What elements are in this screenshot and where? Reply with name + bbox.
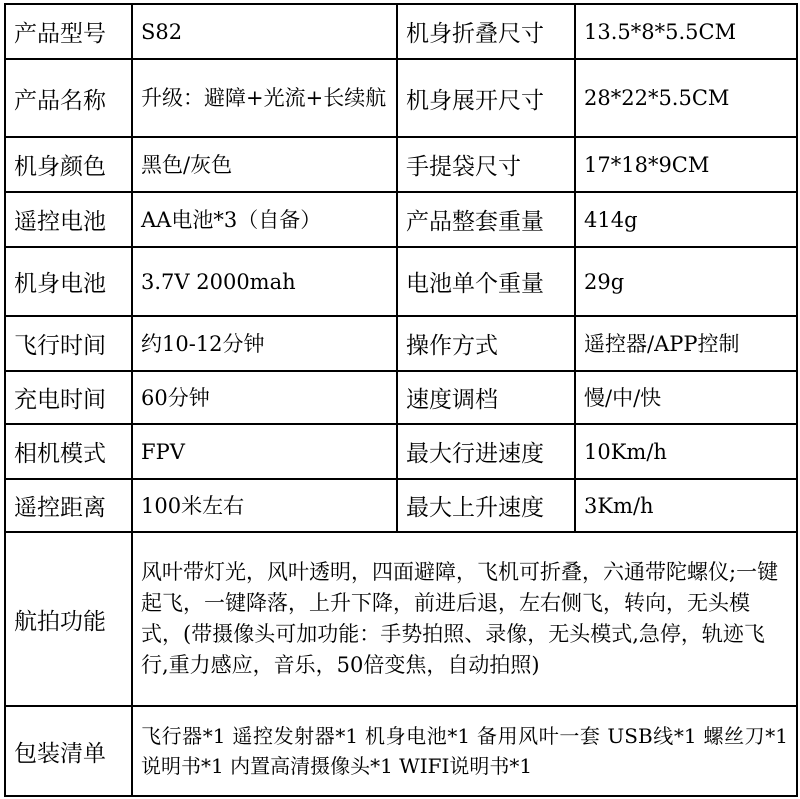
spec-row — [5, 137, 797, 192]
spec-label: 遥控电池 — [5, 192, 132, 247]
spec-label: 机身展开尺寸 — [397, 59, 575, 137]
spec-row — [5, 424, 797, 479]
product-spec-table — [4, 3, 798, 797]
spec-value: 17*18*9CM — [575, 137, 797, 192]
spec-value: 414g — [575, 192, 797, 247]
spec-value: 3Km/h — [575, 479, 797, 532]
packing-list-row — [5, 706, 797, 796]
spec-value: AA电池*3（自备） — [132, 192, 397, 247]
spec-value: 约10-12分钟 — [132, 316, 397, 371]
spec-value: 遥控器/APP控制 — [575, 316, 797, 371]
spec-label: 速度调档 — [397, 371, 575, 424]
spec-row — [5, 316, 797, 371]
spec-value: 升级：避障+光流+长续航 — [132, 59, 397, 137]
spec-row — [5, 371, 797, 424]
spec-label: 机身折叠尺寸 — [397, 4, 575, 59]
spec-label: 机身颜色 — [5, 137, 132, 192]
spec-value: S82 — [132, 4, 397, 59]
aerial-functions-text: 风叶带灯光，风叶透明，四面避障，飞机可折叠，六通带陀螺仪;一键起飞，一键降落，上升下降，前进后退，左右侧飞，转向，无头模式，(带摄像头可加功能：手势拍照、录像，无头模式,急停，轨迹飞行,重力感应，音乐，50倍变焦，自动拍照) — [132, 532, 797, 706]
spec-label: 产品型号 — [5, 4, 132, 59]
aerial-functions-label: 航拍功能 — [5, 532, 132, 706]
spec-label: 最大上升速度 — [397, 479, 575, 532]
spec-row — [5, 479, 797, 532]
spec-value: 黑色/灰色 — [132, 137, 397, 192]
spec-value: 13.5*8*5.5CM — [575, 4, 797, 59]
spec-label: 相机模式 — [5, 424, 132, 479]
spec-label: 充电时间 — [5, 371, 132, 424]
spec-value: 10Km/h — [575, 424, 797, 479]
spec-value: 28*22*5.5CM — [575, 59, 797, 137]
spec-label: 手提袋尺寸 — [397, 137, 575, 192]
spec-label: 产品整套重量 — [397, 192, 575, 247]
spec-value: 60分钟 — [132, 371, 397, 424]
spec-value: 慢/中/快 — [575, 371, 797, 424]
spec-label: 操作方式 — [397, 316, 575, 371]
spec-row — [5, 192, 797, 247]
spec-value: 3.7V 2000mah — [132, 247, 397, 316]
spec-label: 电池单个重量 — [397, 247, 575, 316]
spec-row — [5, 4, 797, 59]
packing-list-text: 飞行器*1 遥控发射器*1 机身电池*1 备用风叶一套 USB线*1 螺丝刀*1 说明书*1 内置高清摄像头*1 WIFI说明书*1 — [132, 706, 797, 796]
spec-label: 产品名称 — [5, 59, 132, 137]
spec-value: 100米左右 — [132, 479, 397, 532]
spec-label: 机身电池 — [5, 247, 132, 316]
spec-label: 最大行进速度 — [397, 424, 575, 479]
packing-list-label: 包装清单 — [5, 706, 132, 796]
spec-label: 遥控距离 — [5, 479, 132, 532]
spec-row — [5, 59, 797, 137]
spec-value: FPV — [132, 424, 397, 479]
aerial-functions-row — [5, 532, 797, 706]
spec-label: 飞行时间 — [5, 316, 132, 371]
spec-row — [5, 247, 797, 316]
spec-value: 29g — [575, 247, 797, 316]
